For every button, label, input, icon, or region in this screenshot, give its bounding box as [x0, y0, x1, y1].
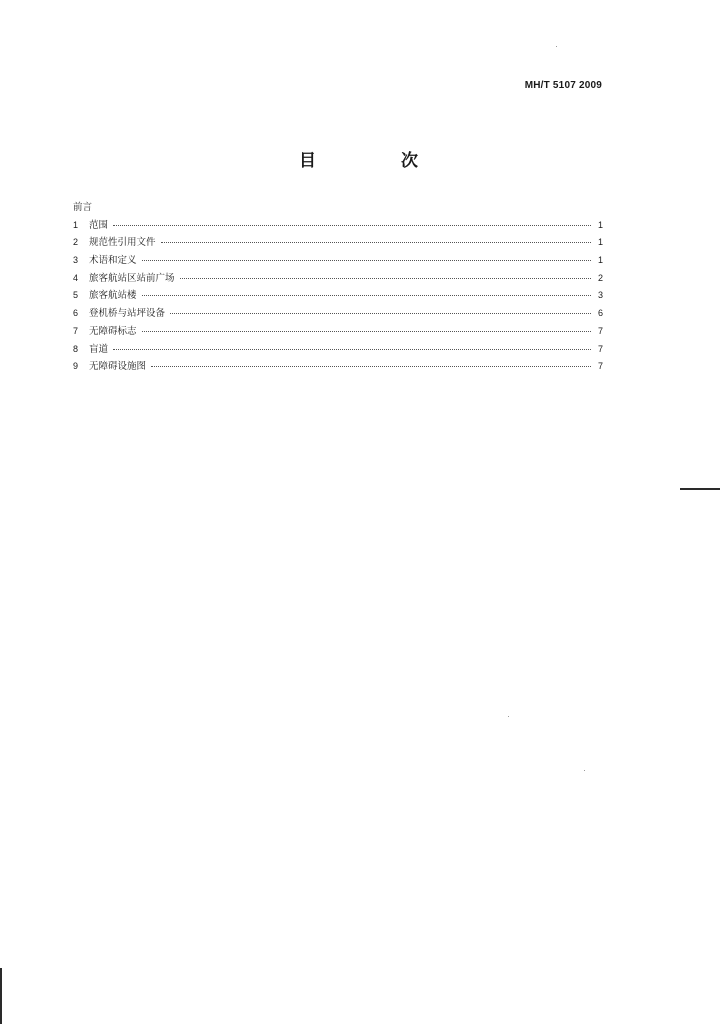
scan-speck [584, 770, 585, 771]
toc-entry-page: 2 [597, 272, 603, 283]
dot-leader [142, 294, 591, 296]
toc-entry-number: 7 [73, 325, 79, 336]
table-of-contents [73, 199, 603, 376]
toc-entry[interactable] [73, 287, 603, 305]
toc-entry-page: 7 [597, 361, 603, 372]
page-title: 目 次 [299, 151, 452, 171]
toc-entry-page: 7 [597, 343, 603, 354]
dot-leader [161, 241, 591, 243]
toc-entry-number: 5 [73, 290, 79, 301]
toc-entry-label: 盲道 [89, 343, 109, 355]
toc-entry-label: 范围 [89, 219, 109, 231]
standard-code: MH/T 5107 2009 [524, 80, 602, 91]
toc-foreword-label: 前言 [73, 202, 93, 213]
toc-foreword[interactable] [73, 199, 603, 217]
toc-entry-label: 旅客航站区站前广场 [89, 272, 175, 284]
toc-entry-number: 9 [73, 361, 79, 372]
toc-entry[interactable] [73, 252, 603, 270]
toc-entry-label: 无障碍设施图 [89, 361, 147, 373]
toc-entry-label: 规范性引用文件 [89, 237, 156, 249]
toc-entry-number: 8 [73, 343, 79, 354]
toc-entry-label: 旅客航站楼 [89, 290, 137, 302]
toc-entry[interactable] [73, 234, 603, 252]
toc-entry[interactable] [73, 270, 603, 288]
toc-entry-number: 3 [73, 255, 79, 266]
dot-leader [113, 224, 591, 226]
toc-entry-page: 1 [597, 219, 603, 230]
toc-entry[interactable] [73, 305, 603, 323]
toc-entry-label: 术语和定义 [89, 255, 137, 267]
toc-entry-number: 4 [73, 272, 79, 283]
toc-entry[interactable] [73, 358, 603, 376]
toc-entry[interactable] [73, 341, 603, 359]
toc-entry-label: 登机桥与站坪设备 [89, 308, 166, 320]
scan-edge-mark [680, 488, 720, 490]
toc-entry-page: 1 [597, 255, 603, 266]
toc-entry[interactable] [73, 323, 603, 341]
toc-entry-number: 2 [73, 237, 79, 248]
dot-leader [113, 348, 591, 350]
toc-entry-page: 3 [597, 290, 603, 301]
scan-speck [556, 46, 557, 47]
dot-leader [151, 365, 591, 367]
dot-leader [170, 312, 591, 314]
toc-entry-page: 7 [597, 325, 603, 336]
toc-entry-page: 6 [597, 308, 603, 319]
toc-entry-number: 1 [73, 219, 79, 230]
dot-leader [142, 330, 591, 332]
dot-leader [180, 277, 591, 279]
toc-entry[interactable] [73, 217, 603, 235]
scan-speck [508, 716, 509, 717]
toc-entry-page: 1 [597, 237, 603, 248]
dot-leader [142, 259, 591, 261]
toc-entry-label: 无障碍标志 [89, 325, 137, 337]
scan-edge-mark [0, 968, 2, 1024]
toc-entry-number: 6 [73, 308, 79, 319]
